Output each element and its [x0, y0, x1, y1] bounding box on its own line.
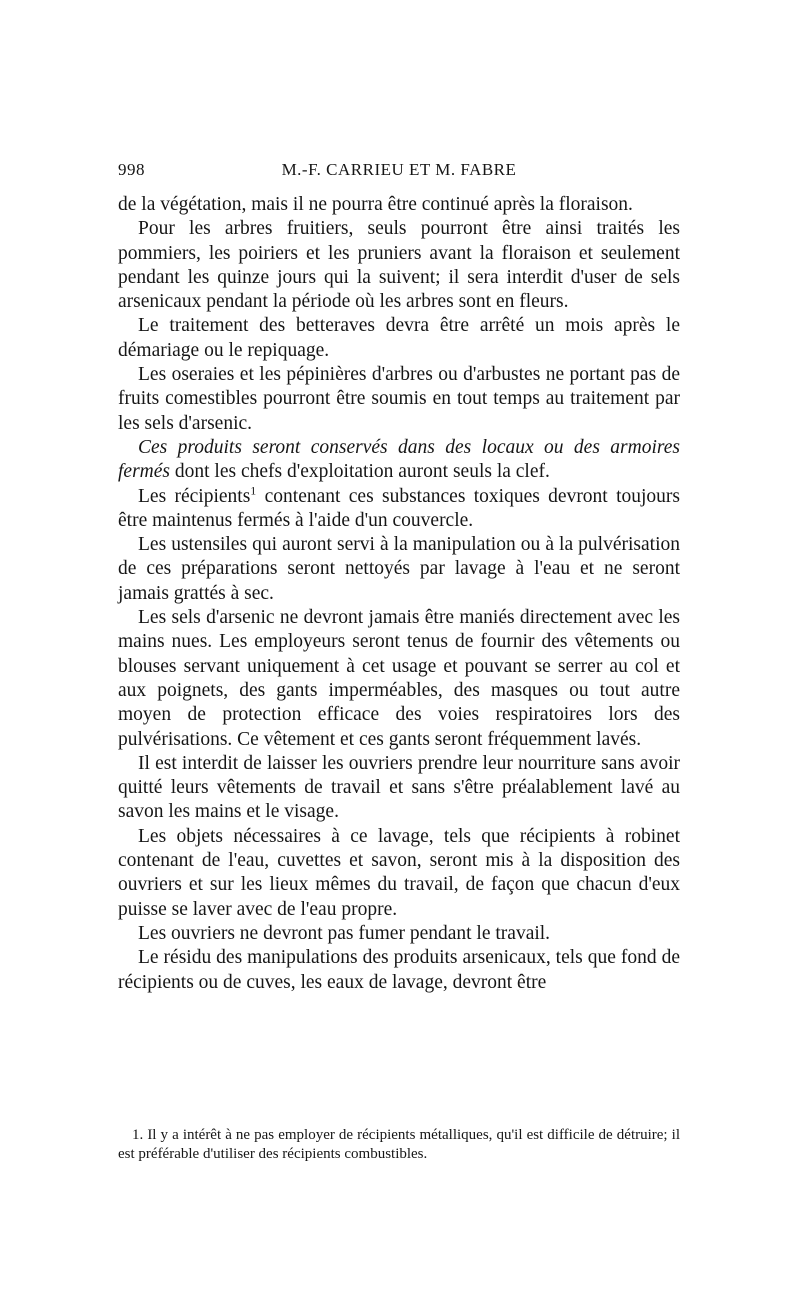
- paragraph: Les sels d'arsenic ne devront jamais être maniés directement avec les mains nues. Les employeurs seront tenus de fournir des vêtements ou blouses servant uniquement à cet usage et pouvant se serrer au col et aux poignets, des gants imperméables, des masques ou tout autre moyen de protection efficace des voies respiratoires lors des pulvérisations. Ce vêtement et ces gants seront fréquemment lavés.: [118, 607, 680, 750]
- paragraph-text: contenant ces substances toxiques devront toujours être maintenus fermés à l'aide d'un couvercle.: [118, 485, 680, 531]
- paragraph: [118, 436, 680, 485]
- footnote-reference: 1: [250, 483, 257, 498]
- page-header: [118, 160, 680, 182]
- running-title: M.-F. CARRIEU ET M. FABRE: [281, 160, 517, 179]
- footnote: 1. Il y a intérêt à ne pas employer de récipients métalliques, qu'il est difficile de détruire; il est préférable d'utiliser des récipients combustibles.: [118, 1127, 680, 1162]
- italic-phrase: Ces produits seront conservés dans des locaux ou des armoires fermés: [118, 436, 680, 483]
- paragraph: Les ustensiles qui auront servi à la manipulation ou à la pulvérisation de ces préparations seront nettoyés par lavage à l'eau et ne seront jamais grattés à sec.: [118, 534, 680, 604]
- paragraph-text: dont les chefs d'exploitation auront seuls la clef.: [170, 461, 550, 483]
- footnotes: [118, 1126, 680, 1164]
- paragraph: Les oseraies et les pépinières d'arbres ou d'arbustes ne portant pas de fruits comestibles pourront être soumis en tout temps au traitement par les sels d'arsenic.: [118, 364, 680, 434]
- paragraph: Les objets nécessaires à ce lavage, tels que récipients à robinet contenant de l'eau, cuvettes et savon, seront mis à la disposition des ouvriers et sur les lieux mêmes du travail, de façon que chacun d'eux puisse se laver avec de l'eau propre.: [118, 825, 680, 920]
- paragraph: Les ouvriers ne devront pas fumer pendant le travail.: [138, 922, 551, 944]
- paragraph: de la végétation, mais il ne pourra être continué après la floraison.: [118, 194, 633, 215]
- paragraph: Le résidu des manipulations des produits arsenicaux, tels que fond de récipients ou de cuves, les eaux de lavage, devront être: [118, 947, 680, 993]
- paragraph-text: Les récipients: [138, 485, 251, 507]
- paragraph: Le traitement des betteraves devra être arrêté un mois après le démariage ou le repiquage.: [118, 315, 680, 361]
- paragraph: Pour les arbres fruitiers, seuls pourront être ainsi traités les pommiers, les poiriers et les pruniers avant la floraison et seulement pendant les quinze jours qui la suivent; il sera interdit d'user de sels arsenicaux pendant la période où les arbres sont en fleurs.: [118, 218, 680, 313]
- page-number: 998: [118, 160, 145, 179]
- paragraph: Il est interdit de laisser les ouvriers prendre leur nourriture sans avoir quitté leurs vêtements de travail et sans s'être préalablement lavé au savon les mains et le visage.: [118, 752, 680, 823]
- paragraph: [118, 485, 680, 534]
- body-text: [118, 193, 680, 995]
